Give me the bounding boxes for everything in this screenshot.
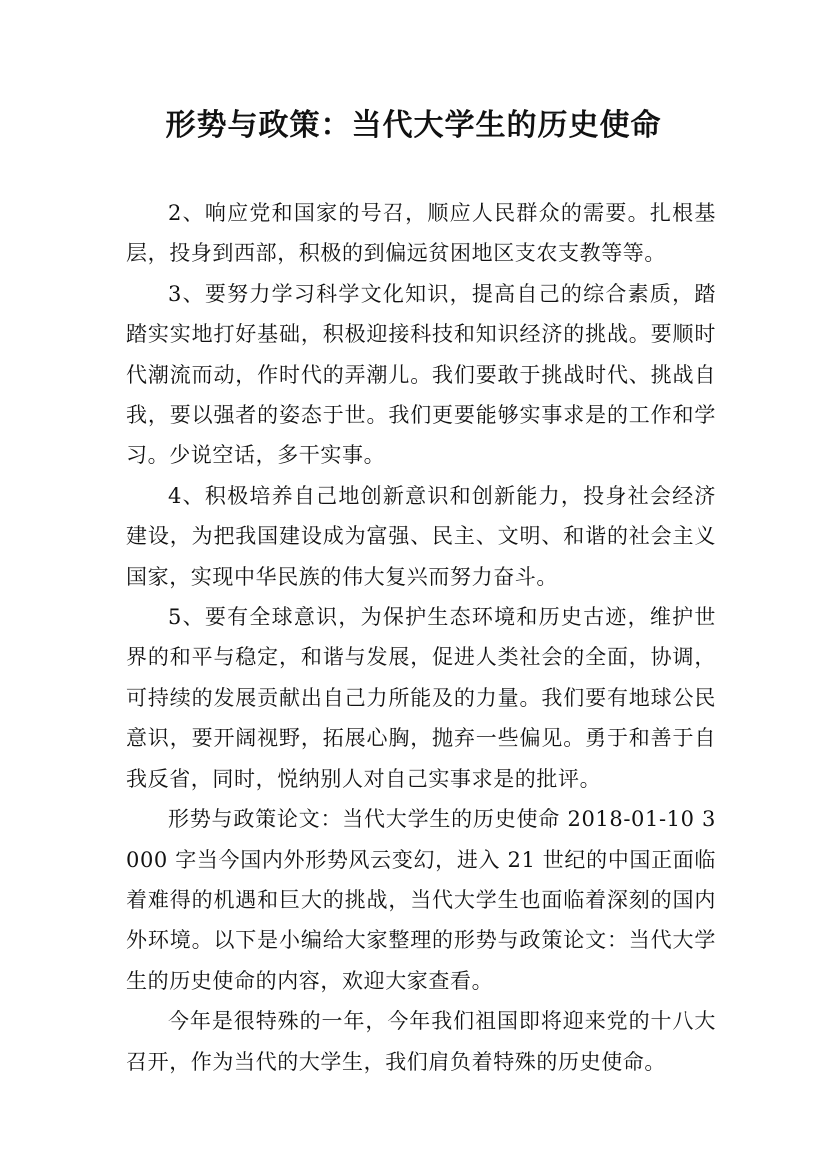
paragraph-this-year: 今年是很特殊的一年，今年我们祖国即将迎来党的十八大召开，作为当代的大学生，我们肩负着特殊的历史使命。 (126, 1009, 716, 1074)
paragraph-point-2: 2、响应党和国家的号召，顺应人民群众的需要。扎根基层，投身到西部，积极的到偏远贫困地区支农支教等等。 (126, 201, 716, 266)
document-title: 形势与政策：当代大学生的历史使命 (165, 108, 662, 143)
paragraph-point-4: 4、积极培养自己地创新意识和创新能力，投身社会经济建设，为把我国建设成为富强、民主、文明、和谐的社会主义国家，实现中华民族的伟大复兴而努力奋斗。 (126, 483, 716, 589)
paragraph-point-5: 5、要有全球意识，为保护生态环境和历史古迹，维护世界的和平与稳定，和谐与发展，促进人类社会的全面，协调，可持续的发展贡献出自己力所能及的力量。我们要有地球公民意识，要开阔视野，拓展心胸，抛弃一些偏见。勇于和善于自我反省，同时，悦纳别人对自己实事求是的批评。 (126, 605, 716, 791)
document-body (126, 193, 716, 1082)
paragraph-article-intro: 形势与政策论文：当代大学生的历史使命 2018-01-10 3000 字当今国内外形势风云变幻，进入 21 世纪的中国正面临着难得的机遇和巨大的挑战，当代大学生也面临着深刻的国内外环境。以下是小编给大家整理的形势与政策论文：当代大学生的历史使命的内容，欢迎大家查看。 (126, 807, 716, 993)
paragraph-point-3: 3、要努力学习科学文化知识，提高自己的综合素质，踏踏实实地打好基础，积极迎接科技和知识经济的挑战。要顺时代潮流而动，作时代的弄潮儿。我们要敢于挑战时代、挑战自我，要以强者的姿态于世。我们更要能够实事求是的工作和学习。少说空话，多干实事。 (126, 281, 716, 468)
